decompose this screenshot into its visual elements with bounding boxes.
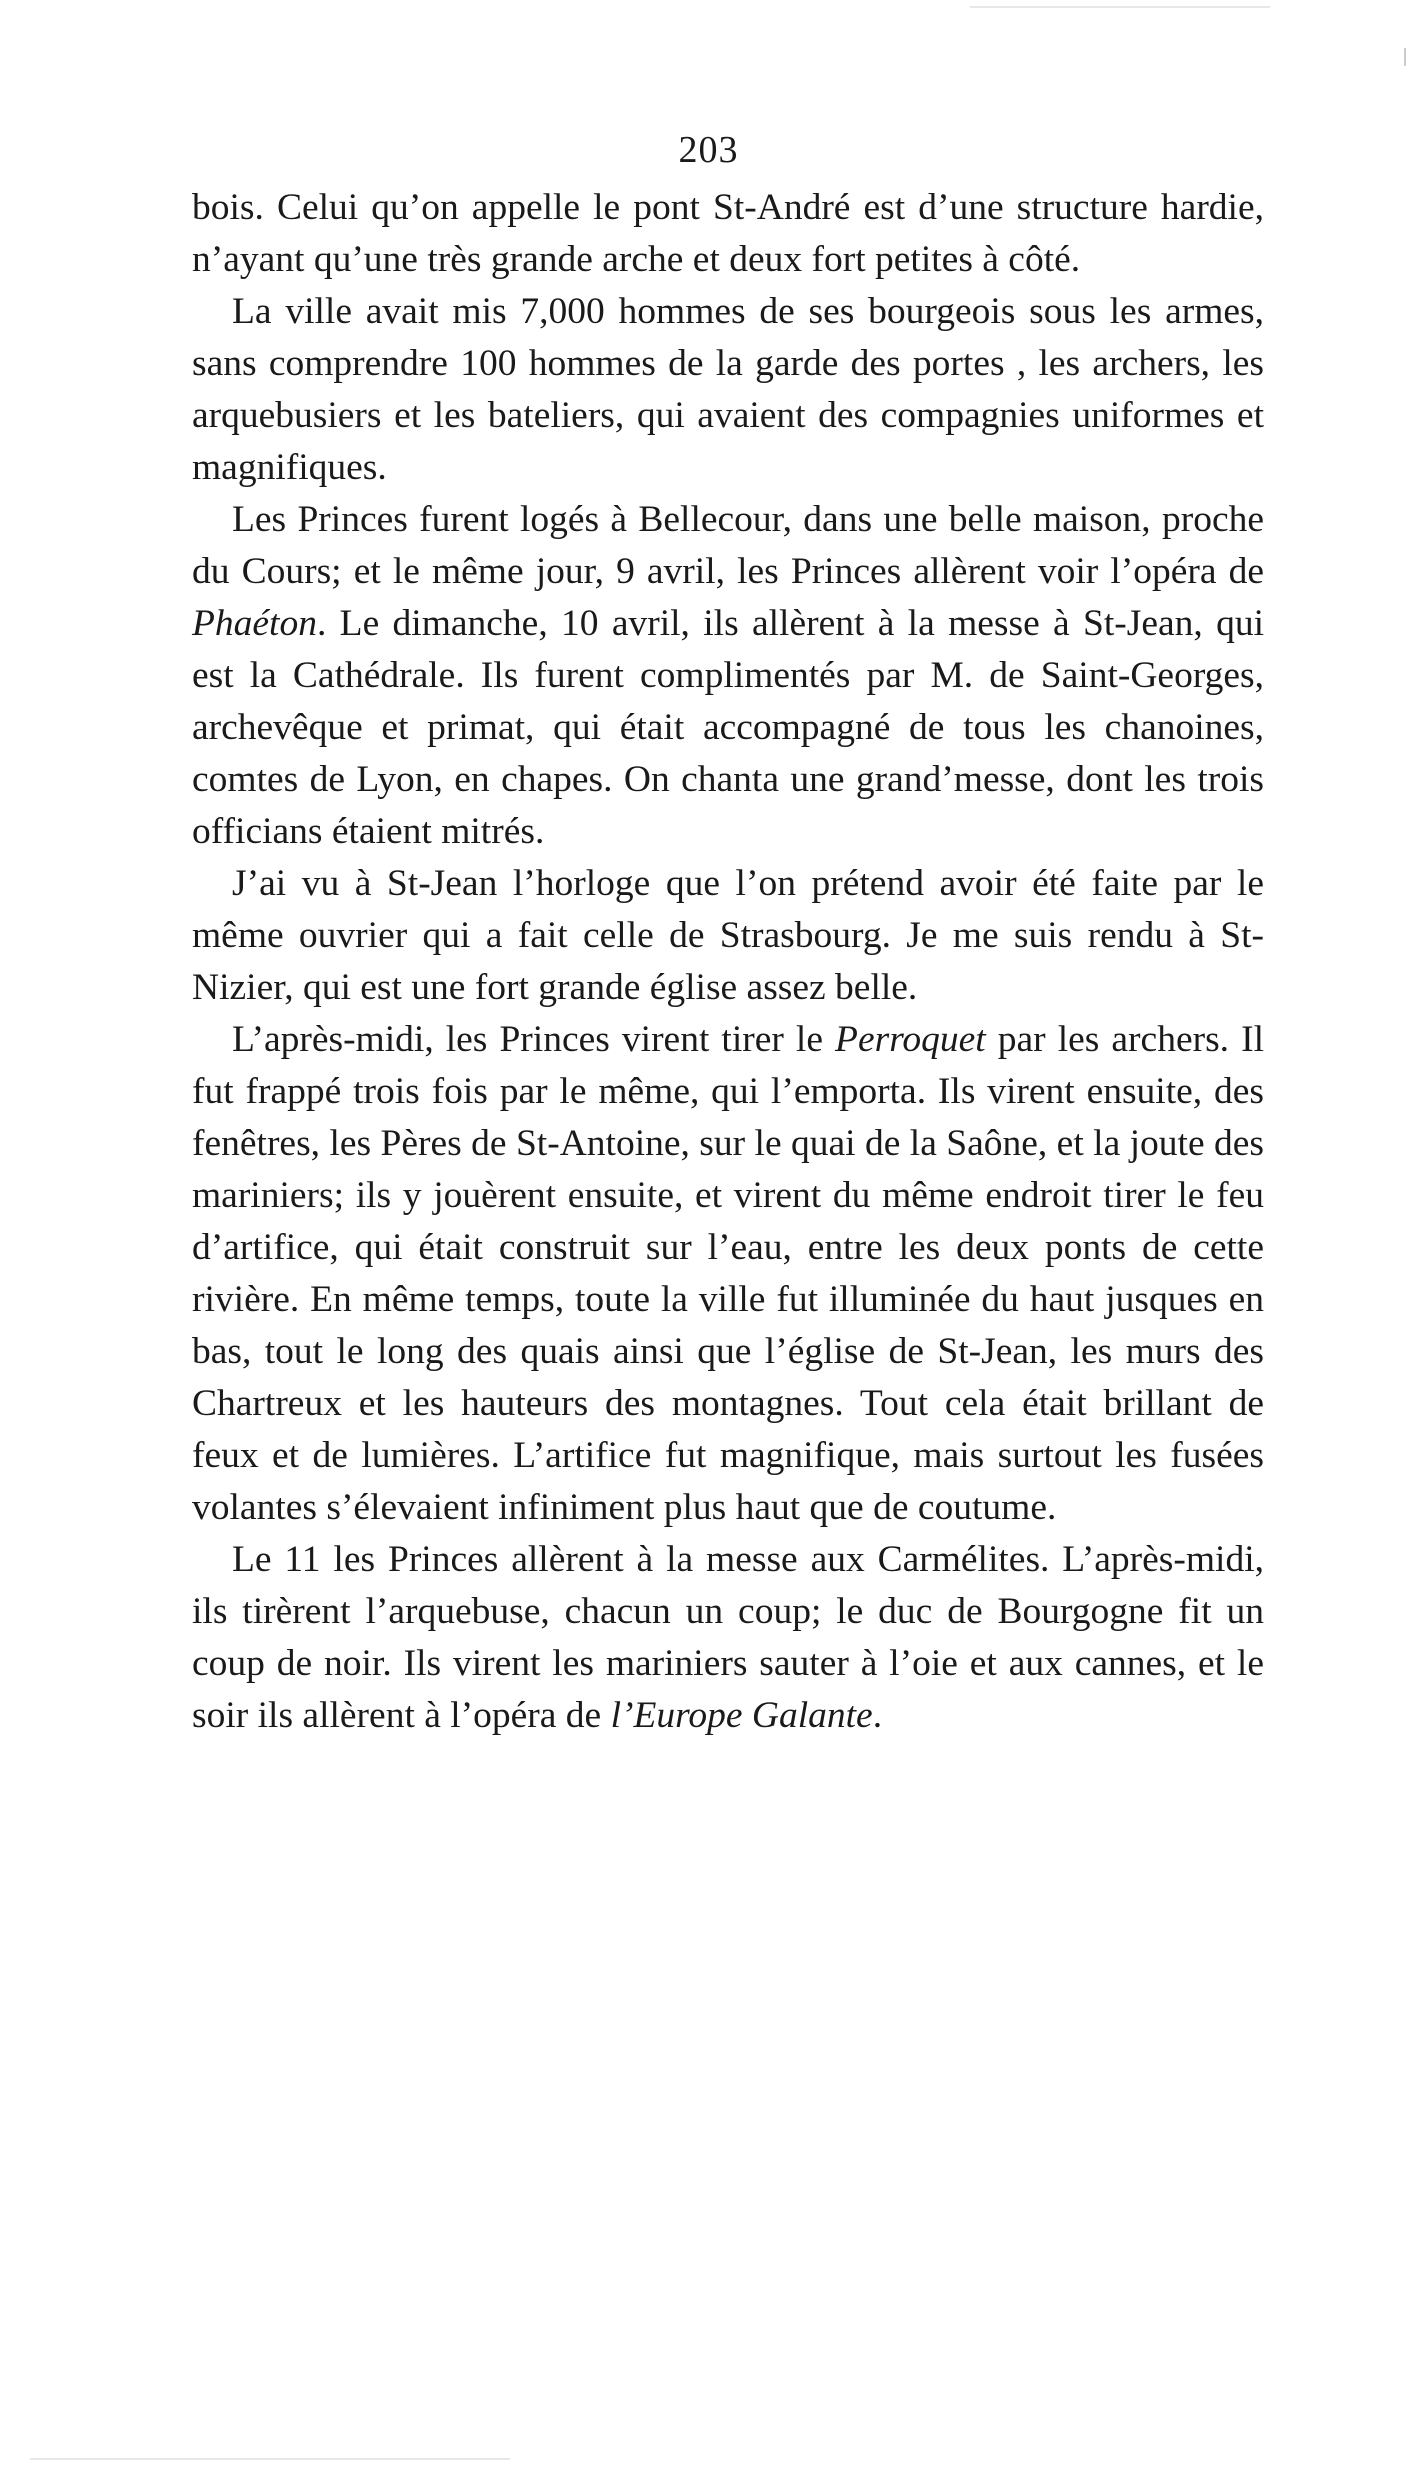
paragraph <box>192 1534 1264 1742</box>
text-run: . Le dimanche, 10 avril, ils allèrent à la messe à St-Jean, qui est la Cathédrale. Ils furent complimentés par M. de Saint-Georges, archevêque et primat, qui était accompagné de tous les chanoines, comtes de Lyon, en chapes. On chanta une grand’messe, dont les trois officians étaient mitrés. <box>192 603 1264 852</box>
paragraph <box>192 858 1264 1014</box>
paragraph <box>192 494 1264 858</box>
paragraph <box>192 1014 1264 1534</box>
text-run: bois. Celui qu’on appelle le pont St-André est d’une structure hardie, n’ayant qu’une très grande arche et deux fort petites à côté. <box>192 187 1264 280</box>
paragraph <box>192 286 1264 494</box>
scan-artifact-bottom <box>30 2458 510 2460</box>
paragraph <box>192 182 1264 286</box>
body-text <box>192 182 1264 1742</box>
italic-title: l’Europe Galante <box>610 1695 873 1736</box>
scan-artifact-top <box>970 6 1270 8</box>
page-number: 203 <box>678 129 739 171</box>
italic-title: Perroquet <box>835 1019 986 1060</box>
text-run: L’après-midi, les Princes virent tirer le <box>232 1019 836 1060</box>
text-run: Le 11 les Princes allèrent à la messe aux Carmélites. L’après-midi, ils tirèrent l’arquebuse, chacun un coup; le duc de Bourgogne fit un coup de noir. Ils virent les mariniers sauter à l’oie et aux cannes, et le soir ils allèrent à l’opéra de <box>192 1539 1264 1736</box>
italic-title: Phaéton <box>192 603 317 644</box>
text-run: Les Princes furent logés à Bellecour, dans une belle maison, proche du Cours; et le même jour, 9 avril, les Princes allèrent voir l’opéra de <box>192 499 1264 592</box>
scan-artifact-right <box>1404 48 1406 66</box>
text-run: La ville avait mis 7,000 hommes de ses bourgeois sous les armes, sans comprendre 100 hommes de la garde des portes , les archers, les arquebusiers et les bateliers, qui avaient des compagnies uniformes et magnifiques. <box>192 291 1264 488</box>
text-run: J’ai vu à St-Jean l’horloge que l’on prétend avoir été faite par le même ouvrier qui a fait celle de Strasbourg. Je me suis rendu à St-Nizier, qui est une fort grande église assez belle. <box>192 863 1264 1008</box>
text-run: . <box>872 1695 883 1736</box>
text-run: par les archers. Il fut frappé trois fois par le même, qui l’emporta. Ils virent ensuite, des fenêtres, les Pères de St-Antoine, sur le quai de la Saône, et la joute des mariniers; ils y jouèrent ensuite, et virent du même endroit tirer le feu d’artifice, qui était construit sur l’eau, entre les deux ponts de cette rivière. En même temps, toute la ville fut illuminée du haut jusques en bas, tout le long des quais ainsi que l’église de St-Jean, les murs des Chartreux et les hauteurs des montagnes. Tout cela était brillant de feux et de lumières. L’artifice fut magnifique, mais surtout les fusées volantes s’élevaient infiniment plus haut que de coutume. <box>192 1019 1264 1528</box>
